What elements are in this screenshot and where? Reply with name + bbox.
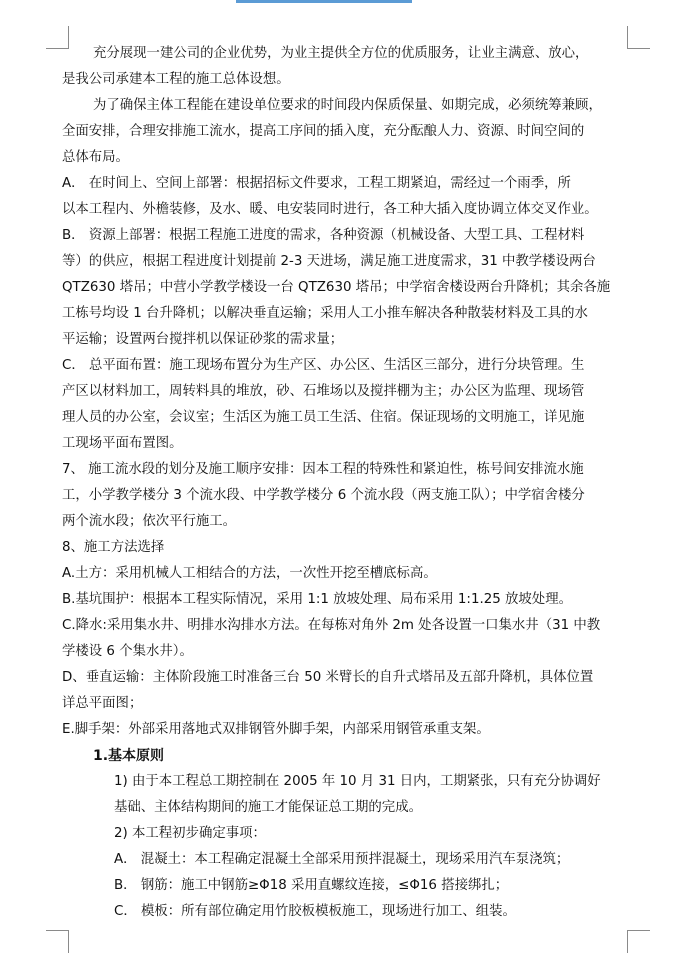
text-line: 以本工程内、外檐装修，及水、暖、电安装同时进行，各工种大插入度协调立体交叉作业。 — [62, 202, 598, 217]
text-line: E.脚手架：外部采用落地式双排钢管外脚手架，内部采用钢管承重支架。 — [62, 722, 490, 737]
text-line: B.基坑围护：根据本工程实际情况，采用 1:1 放坡处理、局布采用 1:1.25 放坡处理。 — [62, 592, 572, 607]
margin-mark-bottom-right — [627, 930, 650, 953]
text-line: C.降水:采用集水井、明排水沟排水方法。在每栋对角外 2m 处各设置一口集水井（31 中教 — [62, 618, 601, 633]
text-line: 等）的供应，根据工程进度计划提前 2-3 天进场，满足施工进度需求，31 中教学楼设两台 — [62, 254, 596, 269]
text-line: 为了确保主体工程能在建设单位要求的时间段内保质保量、如期完成，必须统筹兼顾， — [93, 98, 602, 113]
text-line: C． 模板：所有部位确定用竹胶板模板施工，现场进行加工、组装。 — [114, 904, 516, 919]
text-line: 两个流水段；依次平行施工。 — [62, 514, 237, 529]
text-line: B． 资源上部署：根据工程施工进度的需求，各种资源（机械设备、大型工具、工程材料 — [62, 228, 585, 243]
margin-mark-top-right — [627, 26, 650, 49]
text-line: 平运输；设置两台搅拌机以保证砂浆的需求量； — [62, 332, 344, 347]
text-line: 学楼设 6 个集水井）。 — [62, 644, 193, 659]
section-heading: 1.基本原则 — [93, 748, 165, 764]
text-line: D、垂直运输：主体阶段施工时准备三台 50 米臂长的自升式塔吊及五部升降机，具体位置 — [62, 670, 594, 685]
text-line: C． 总平面布置：施工现场布置分为生产区、办公区、生活区三部分，进行分块管理。生 — [62, 358, 585, 373]
text-line: B． 钢筋：施工中钢筋≥Φ18 采用直螺纹连接，≤Φ16 搭接绑扎； — [114, 878, 509, 893]
text-line: 8、施工方法选择 — [62, 540, 165, 555]
text-line: A.土方：采用机械人工相结合的方法，一次性开挖至槽底标高。 — [62, 566, 437, 581]
text-line: 工栋号均设 1 台升降机；以解决垂直运输；采用人工小推车解决各种散装材料及工具的水 — [62, 306, 588, 321]
text-line: 工现场平面布置图。 — [62, 436, 183, 451]
text-line: 产区以材料加工，周转料具的堆放，砂、石堆场以及搅拌棚为主；办公区为监理、现场管 — [62, 384, 585, 399]
text-line: 总体布局。 — [62, 150, 129, 165]
text-line: A． 混凝土：本工程确定混凝土全部采用预拌混凝土，现场采用汽车泵浇筑； — [114, 852, 570, 867]
text-line: 理人员的办公室，会议室；生活区为施工员工生活、住宿。保证现场的文明施工，详见施 — [62, 410, 585, 425]
text-line: A． 在时间上、空间上部署：根据招标文件要求，工程工期紧迫，需经过一个雨季，所 — [62, 176, 571, 191]
text-line: 工，小学教学楼分 3 个流水段、中学教学楼分 6 个流水段（两支施工队）；中学宿舍楼分 — [62, 488, 585, 503]
text-line: 1) 由于本工程总工期控制在 2005 年 10 月 31 日内，工期紧张，只有充分协调好 — [114, 774, 601, 789]
text-line: 7、 施工流水段的划分及施工顺序安排：因本工程的特殊性和紧迫性，栋号间安排流水施 — [62, 462, 584, 477]
margin-mark-bottom-left — [46, 930, 69, 953]
text-line: 是我公司承建本工程的施工总体设想。 — [62, 72, 290, 87]
top-accent-bar — [236, 0, 412, 3]
text-line: QTZ630 塔吊；中营小学教学楼设一台 QTZ630 塔吊；中学宿舍楼设两台升降机；其余各施 — [62, 280, 611, 295]
text-line: 2) 本工程初步确定事项： — [114, 826, 266, 841]
text-line: 充分展现一建公司的企业优势，为业主提供全方位的优质服务，让业主满意、放心， — [93, 46, 589, 61]
text-line: 详总平面图； — [62, 696, 143, 711]
margin-mark-top-left — [46, 26, 69, 49]
text-line: 全面安排，合理安排施工流水，提高工序间的插入度，充分酝酿人力、资源、时间空间的 — [62, 124, 585, 139]
text-line: 基础、主体结构期间的施工才能保证总工期的完成。 — [114, 800, 422, 815]
